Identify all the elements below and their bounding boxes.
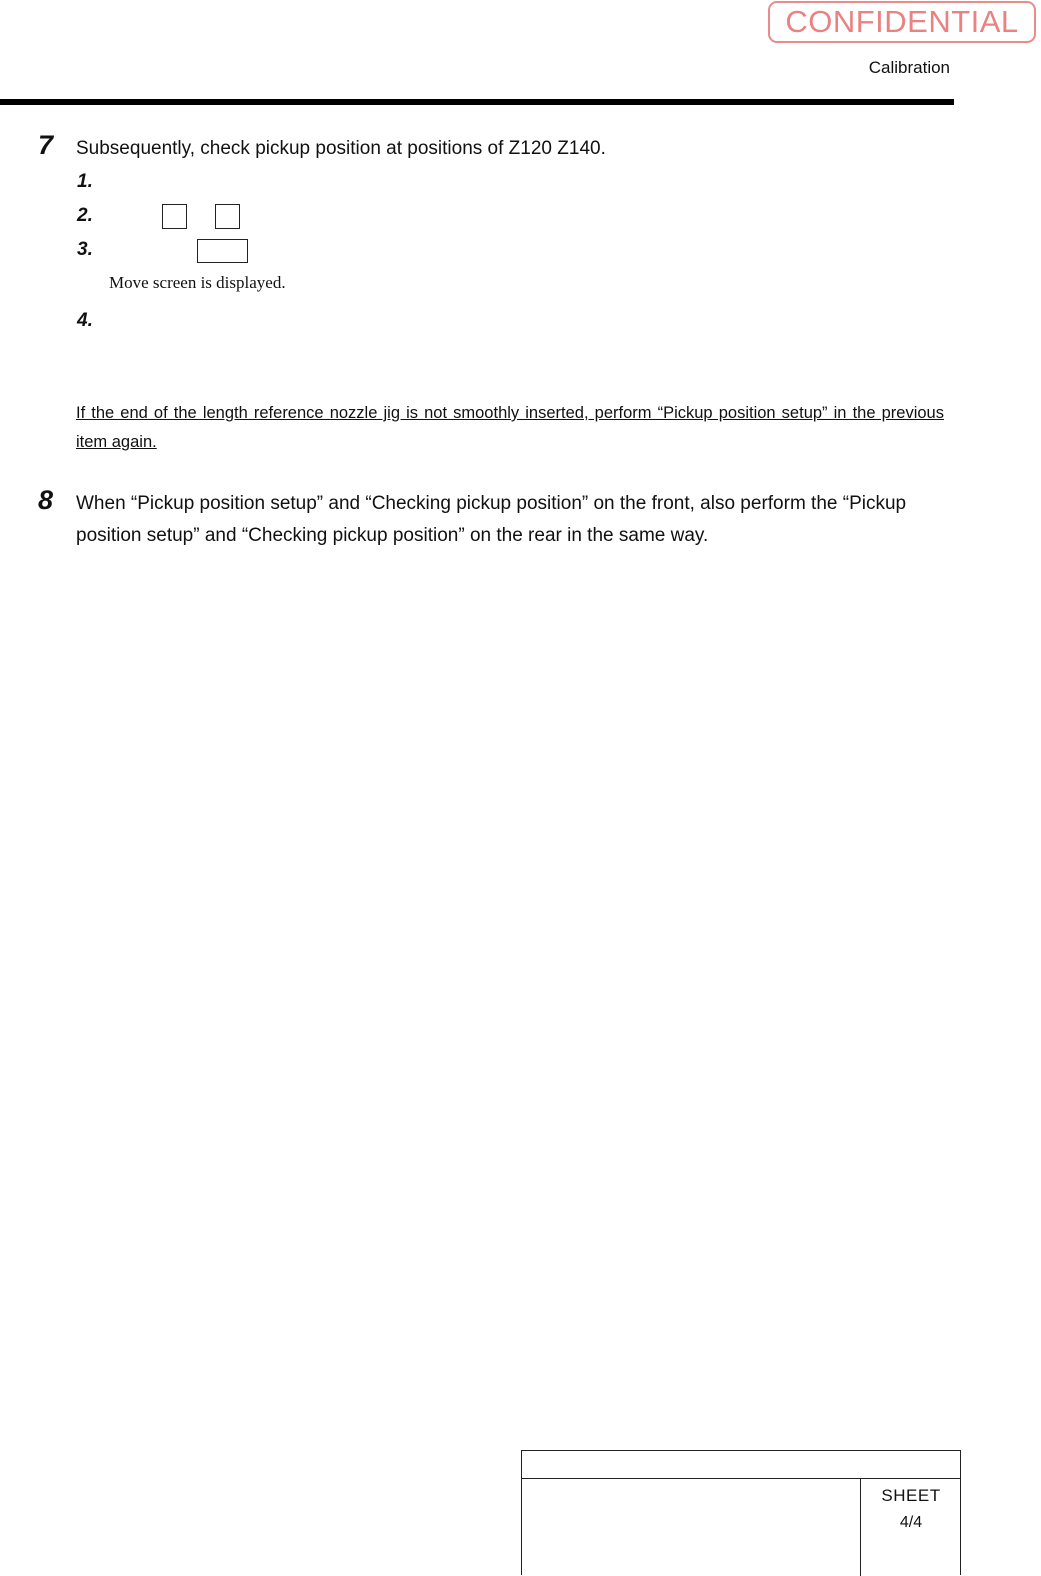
substep-2-number: 2. xyxy=(77,205,93,226)
caution-note: If the end of the length reference nozzle jig is not smoothly inserted, perform “Pickup position setup” in the previous item again. xyxy=(76,404,944,451)
sheet-label: SHEET xyxy=(881,1486,941,1505)
step-8-text: When “Pickup position setup” and “Checking pickup position” on the front, also perform the “Pickup position setup” and “Checking pickup position” on the rear in the same way. xyxy=(76,493,907,546)
substep-3-note: Move screen is displayed. xyxy=(109,273,286,292)
step-number-7: 7 xyxy=(38,130,54,160)
key-box-2 xyxy=(215,204,240,229)
step-number-8: 8 xyxy=(38,485,54,515)
key-box-3 xyxy=(197,239,248,263)
section-title: Calibration xyxy=(868,58,950,77)
substep-3-number: 3. xyxy=(77,239,93,260)
substep-1-number: 1. xyxy=(77,171,93,192)
title-block-top-row xyxy=(522,1451,960,1479)
substep-4-number: 4. xyxy=(77,310,93,331)
confidential-stamp: CONFIDENTIAL xyxy=(768,1,1036,43)
sheet-number: 4/4 xyxy=(899,1514,923,1531)
step-7-text: Subsequently, check pickup position at positions of Z120 Z140. xyxy=(76,138,606,159)
key-box-1 xyxy=(162,204,187,229)
header-rule xyxy=(0,99,954,105)
title-block xyxy=(521,1450,961,1575)
